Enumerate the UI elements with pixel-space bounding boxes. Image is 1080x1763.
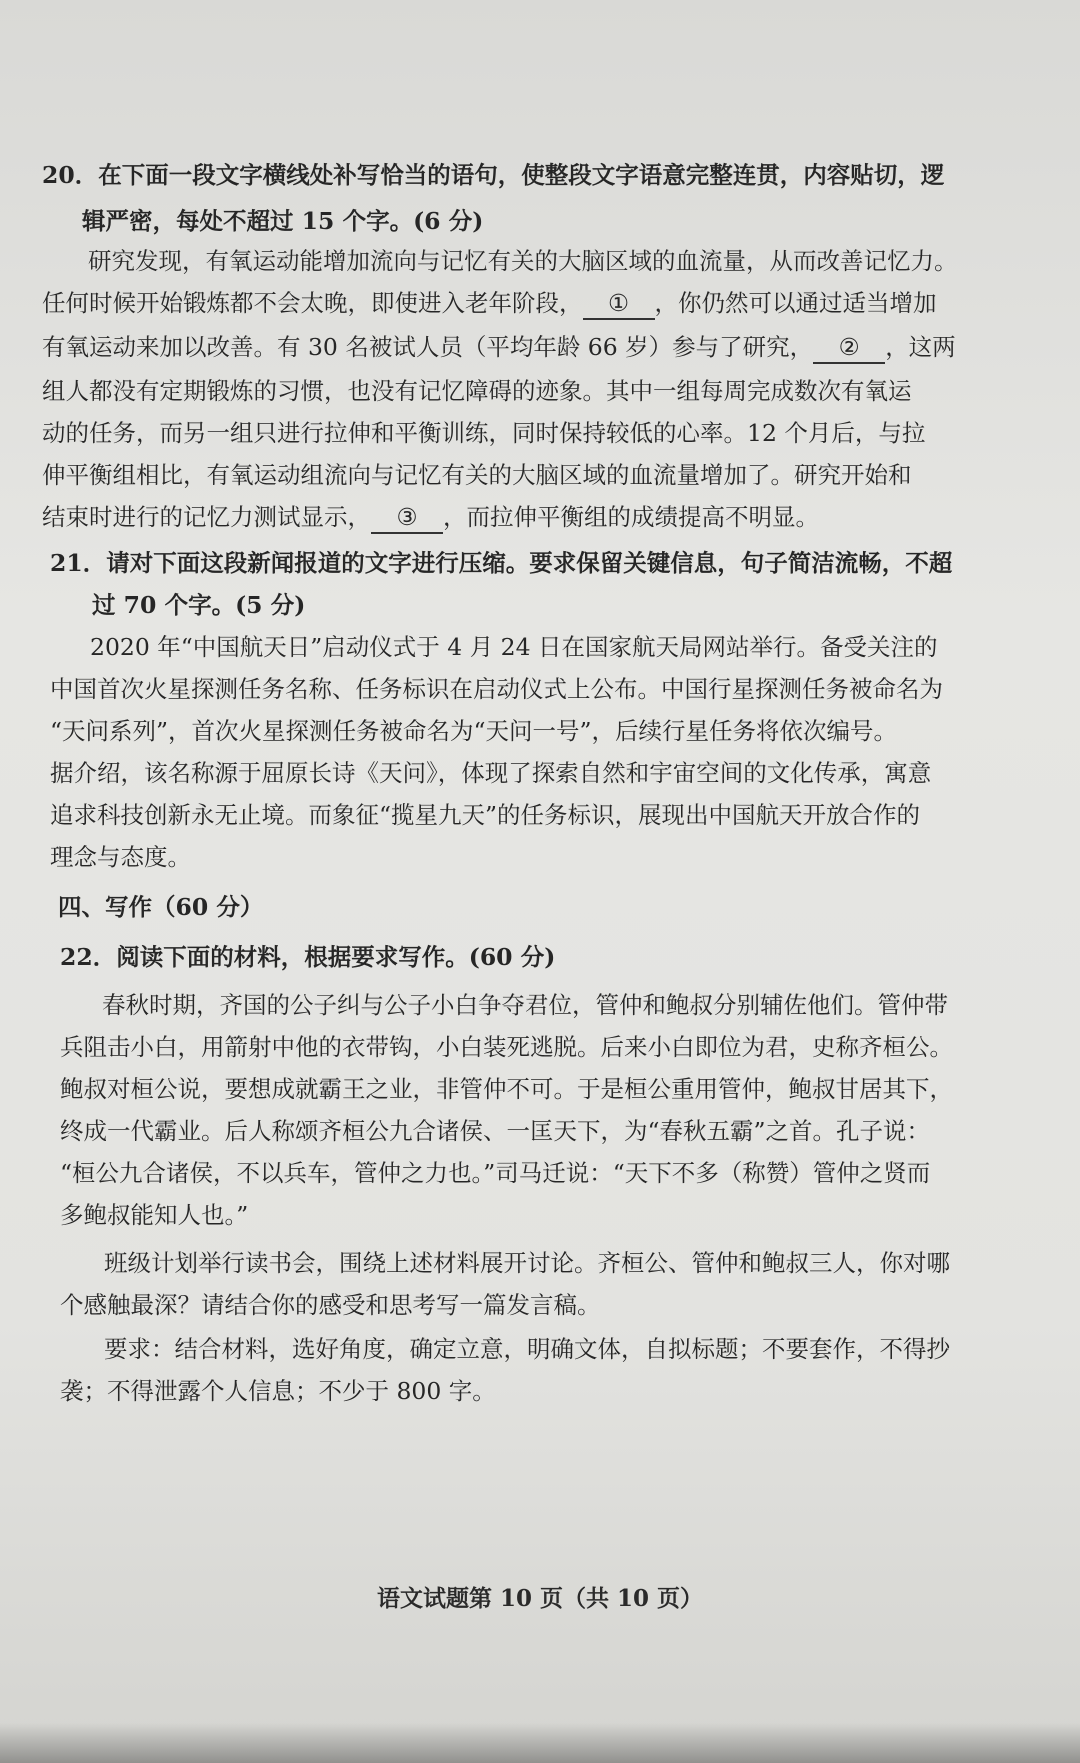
q21-news-line: 理念与态度。 xyxy=(50,843,191,871)
page-content xyxy=(42,160,987,1406)
blank-2: ② xyxy=(813,332,885,364)
q21-prompt-line-1: 21．请对下面这段新闻报道的文字进行压缩。要求保留关键信息，句子简洁流畅，不超 xyxy=(50,549,953,577)
q20-prompt-line-1: 20．在下面一段文字横线处补写恰当的语句，使整段文字语意完整连贯，内容贴切，逻 xyxy=(42,161,945,189)
section-4-heading: 四、写作（60 分） xyxy=(58,893,264,921)
q22-material-line: 鲍叔对桓公说，要想成就霸王之业，非管仲不可。于是桓公重用管仲，鲍叔甘居其下， xyxy=(60,1075,953,1103)
page-footer: 语文试题第 10 页（共 10 页） xyxy=(376,1585,704,1612)
q22-material-line: 兵阻击小白，用箭射中他的衣带钩，小白装死逃脱。后来小白即位为君，史称齐桓公。 xyxy=(60,1033,953,1061)
q22-task-line: 个感触最深？请结合你的感受和思考写一篇发言稿。 xyxy=(60,1291,601,1319)
q20-paragraph-line: 动的任务，而另一组只进行拉伸和平衡训练，同时保持较低的心率。12 个月后，与拉 xyxy=(42,419,926,447)
q21-news-line: 据介绍，该名称源于屈原长诗《天问》，体现了探索自然和宇宙空间的文化传承，寓意 xyxy=(50,759,932,787)
q22-material-line: 多鲍叔能知人也。” xyxy=(60,1201,249,1229)
q20-paragraph-line: 有氧运动来加以改善。有 30 名被试人员（平均年龄 66 岁）参与了研究， ② ，这两 xyxy=(42,332,987,364)
q22-requirements-line: 袭；不得泄露个人信息；不少于 800 字。 xyxy=(60,1377,496,1405)
q20-paragraph-line: 结束时进行的记忆力测试显示， ③ ，而拉伸平衡组的成绩提高不明显。 xyxy=(42,502,987,534)
blank-3: ③ xyxy=(371,502,443,534)
q21-news-line: “天问系列”，首次火星探测任务被命名为“天问一号”，后续行星任务将依次编号。 xyxy=(50,717,898,745)
question-20 xyxy=(42,160,987,534)
q22-task-line: 班级计划举行读书会，围绕上述材料展开讨论。齐桓公、管仲和鲍叔三人，你对哪 xyxy=(104,1249,950,1277)
q22-prompt: 22．阅读下面的材料，根据要求写作。(60 分) xyxy=(60,943,556,971)
q20-prompt-line-2: 辑严密，每处不超过 15 个字。(6 分) xyxy=(82,207,484,235)
q20-paragraph-line: 研究发现，有氧运动能增加流向与记忆有关的大脑区域的血流量，从而改善记忆力。 xyxy=(88,247,958,275)
q21-news-line: 追求科技创新永无止境。而象征“揽星九天”的任务标识，展现出中国航天开放合作的 xyxy=(50,801,921,829)
q21-news-line: 2020 年“中国航天日”启动仪式于 4 月 24 日在国家航天局网站举行。备受关注的 xyxy=(90,633,938,661)
question-22 xyxy=(42,942,987,1406)
page-edge-shadow xyxy=(0,1723,1080,1763)
q22-material-line: 春秋时期，齐国的公子纠与公子小白争夺君位，管仲和鲍叔分别辅佐他们。管仲带 xyxy=(102,991,948,1019)
q21-prompt-line-2: 过 70 个字。(5 分) xyxy=(92,591,306,619)
q22-material-line: “桓公九合诸侯，不以兵车，管仲之力也。”司马迁说：“天下不多（称赞）管仲之贤而 xyxy=(60,1159,931,1187)
q21-news-line: 中国首次火星探测任务名称、任务标识在启动仪式上公布。中国行星探测任务被命名为 xyxy=(50,675,943,703)
question-21 xyxy=(42,548,987,872)
q20-paragraph-line: 伸平衡组相比，有氧运动组流向与记忆有关的大脑区域的血流量增加了。研究开始和 xyxy=(42,461,912,489)
blank-1: ① xyxy=(583,288,655,320)
q20-paragraph-line: 组人都没有定期锻炼的习惯，也没有记忆障碍的迹象。其中一组每周完成数次有氧运 xyxy=(42,377,912,405)
q20-paragraph-line: 任何时候开始锻炼都不会太晚，即使进入老年阶段， ① ，你仍然可以通过适当增加 xyxy=(42,288,987,320)
q22-material-line: 终成一代霸业。后人称颂齐桓公九合诸侯、一匡天下，为“春秋五霸”之首。孔子说： xyxy=(60,1117,931,1145)
q22-requirements-line: 要求：结合材料，选好角度，确定立意，明确文体，自拟标题；不要套作，不得抄 xyxy=(104,1335,950,1363)
